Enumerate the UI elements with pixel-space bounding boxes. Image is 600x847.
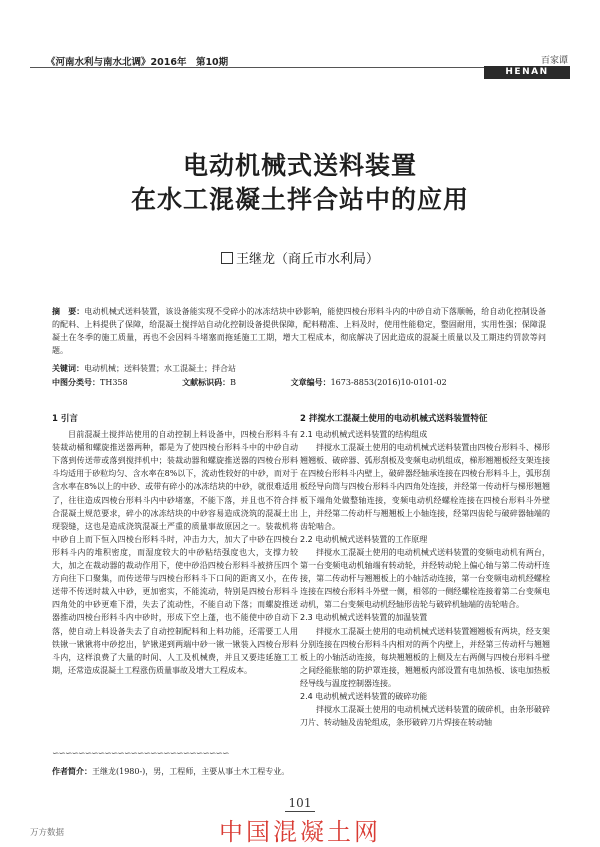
- paragraph: 拌搅水工混凝土使用的电动机械式送料装置的变频电动机有两台，第一台变频电动机轴端有转动轮，并经转动轮上偏心轴与第二传动杆连接，第二传动杆与翘翘板上的小轴活动连接，第一台变频电动机经螺栓连接在四棱台形料斗外壁一侧，相邻的一侧经螺栓连接着第二台变频电动机，第二台变频电动机经轴形齿轮与破碎机轴端的齿轮啮合。: [300, 547, 550, 610]
- section-heading-2: 2 拌搅水工混凝土使用的电动机械式送料装置特征: [300, 414, 488, 424]
- doc-code-label: 文献标识码：: [182, 378, 231, 387]
- abstract: [52, 305, 546, 357]
- henan-badge: HENAN: [484, 66, 570, 79]
- paragraph: 拌搅水工混凝土使用的电动机械式送料装置的破碎机，由条形破碎刀片、转动轴及齿轮组成，条形破碎刀片焊接在转动轴: [300, 705, 550, 728]
- paragraph: 目前混凝土搅拌站使用的自动控制上料设备中，四棱台形料斗有装裁动桶和螺旋推送器两种，都是为了使四棱台形料斗中的中砂自动下落到传送带或落到搅拌机中；装裁动器和螺旋推送器的四棱台形料斗均适用于砂粒均匀、含水率在8%以下，流动性较好的中砂，而对于含水率在8%以上的中砂、或带有碎小的冰冻结块的中砂，就很难适用了，往往造成四棱台形料斗内中砂堵塞，不能下落，并且也不符合拌合混凝土规范要求，碎小的冰冻结块的中砂容易造成浇筑的混凝土出现裂缝，这也是造成浇筑混凝土严重的质量事故原因之一。装裁机将中砂自上而下恒入四棱台形料斗时，冲击力大，加大了中砂在四棱台形料斗内的堆积密度，而湿度较大的中砂粘结强度也大，支撑力较大，加之在裁动器的裁动作用下，使中砂沿四棱台形料斗被挤压四个方向往下口聚集，而传送带与四棱台形料斗下口间的距离又小，在传送带不传送时裁入中砂，更加密实，不能流动，特别是四棱台形料斗四角处的中砂更难下滑，失去了流动性，不能自动下落；而螺旋推送器推动四棱台形料斗内中砂时，形成下空上蓬，也不能使中砂自动下落，使自动上料设备失去了自动控制配料和上料功能，还需要工人用铁锹一锹锹将中砂挖出，铲锹递到两端中砂一锹一锹装入四棱台形料斗内，这样浪费了大量的时间、人工及机械费，并且又要违延施工工期，还常造成混凝土工程涨伤质量事故及增大工程成本。: [52, 430, 298, 675]
- paragraph: 拌搅水工混凝土使用的电动机械式送料装置由四棱台形料斗、梯形翘翘板、破碎器、弧形刮板及变频电动机组成，梯形翘翘板经支架连接在四棱台形料斗内壁上，破碎器经轴承连接在四棱台形料斗上，弧形刮板经导向筒与四棱台形料斗内四角处连接，并经第一传动杆与梯形翘翘板下端角处做整轴连接，变频电动机经螺栓连接在四棱台形料斗外壁上，并经第二传动杆与翘翘板上小轴连接，经第四齿轮与破碎器轴端的齿轮啮合。: [300, 443, 550, 531]
- author-note: [52, 766, 298, 777]
- doc-code-field: [182, 378, 262, 387]
- square-icon: [221, 252, 233, 264]
- page-number: 101: [288, 796, 312, 810]
- doc-code-value: B: [230, 378, 237, 387]
- subsection-heading: 2.3 电动机械式送料装置的加温装置: [300, 613, 428, 623]
- author-line: [0, 248, 600, 267]
- keywords-text: 电动机械；送料装置；水工混凝土；拌合站: [84, 364, 236, 373]
- article-no-field: [291, 378, 473, 387]
- subsection-heading: 2.4 电动机械式送料装置的破碎功能: [300, 691, 428, 701]
- journal-header: 《河南水利与南水北调》2016年 第10期: [46, 57, 229, 68]
- clc-label: 中图分类号：: [52, 378, 100, 387]
- keywords-label: 关键词：: [52, 364, 84, 373]
- article-no-value: 1673-8853(2016)10-0101-02: [330, 378, 447, 387]
- paragraph: 拌搅水工混凝土使用的电动机械式送料装置翘翘板有两块，经支架分别连接在四棱台形料斗内相对的两个内壁上，并经第三传动杆与翘翘板上的小轴活动连接，每块翘翘板的上侧及左右两侧与四棱台形料斗壁之间经能胀缩的防护罩连接，翘翘板内部设置有电加热板、该电加热板经导线与温度控制器连接。: [300, 626, 550, 688]
- wave-divider: ∽∽∽∽∽∽∽∽∽∽∽∽∽∽∽∽∽∽∽∽∽∽∽∽∽∽∽: [52, 749, 229, 759]
- author-note-label: 作者简介：: [52, 767, 92, 776]
- author-note-text: 王继龙(1980-)，男，工程师，主要从事土木工程专业。: [92, 767, 290, 776]
- right-column: [300, 413, 550, 729]
- clc-field: [52, 378, 154, 387]
- classification-row: [52, 377, 546, 388]
- subsection-heading: 2.2 电动机械式送料装置的工作原理: [300, 534, 428, 544]
- article-no-label: 文章编号：: [290, 378, 331, 387]
- title-line-2: 在水工混凝土拌合站中的应用: [130, 185, 469, 214]
- abstract-label: 摘 要：: [52, 307, 85, 316]
- keywords: [52, 363, 546, 374]
- source-label: 万方数据: [30, 828, 65, 838]
- abstract-text: 电动机械式送料装置，该设备能实现不受碎小的冰冻结块中砂影响，能使四棱台形料斗内的中砂自动下落顺畅，给自动化控制设备的配料、上料提供了保障，给混凝土搅拌站自动化控制设备提供保障，配料精准、上料及时，使用性能稳定，整固耐用，实用性强；保障混凝土在冬季的施工质量，再也不会因料斗堵塞而拖延施工工期，增大工程成本，彻底解决了因此造成的混凝土质量以及工期违约罚款等问题。: [52, 307, 547, 355]
- clc-value: TH358: [100, 378, 128, 387]
- subsection-heading: 2.1 电动机械式送料装置的结构组成: [300, 430, 428, 440]
- title-line-1: 电动机械式送料装置: [182, 151, 417, 180]
- left-column: [52, 413, 298, 677]
- author-text: 王继龙（商丘市水利局）: [235, 252, 379, 267]
- section-heading-intro: 1 引言: [52, 414, 78, 424]
- watermark: 中国混凝土网: [219, 818, 381, 846]
- column-name: 百家谭: [540, 56, 568, 66]
